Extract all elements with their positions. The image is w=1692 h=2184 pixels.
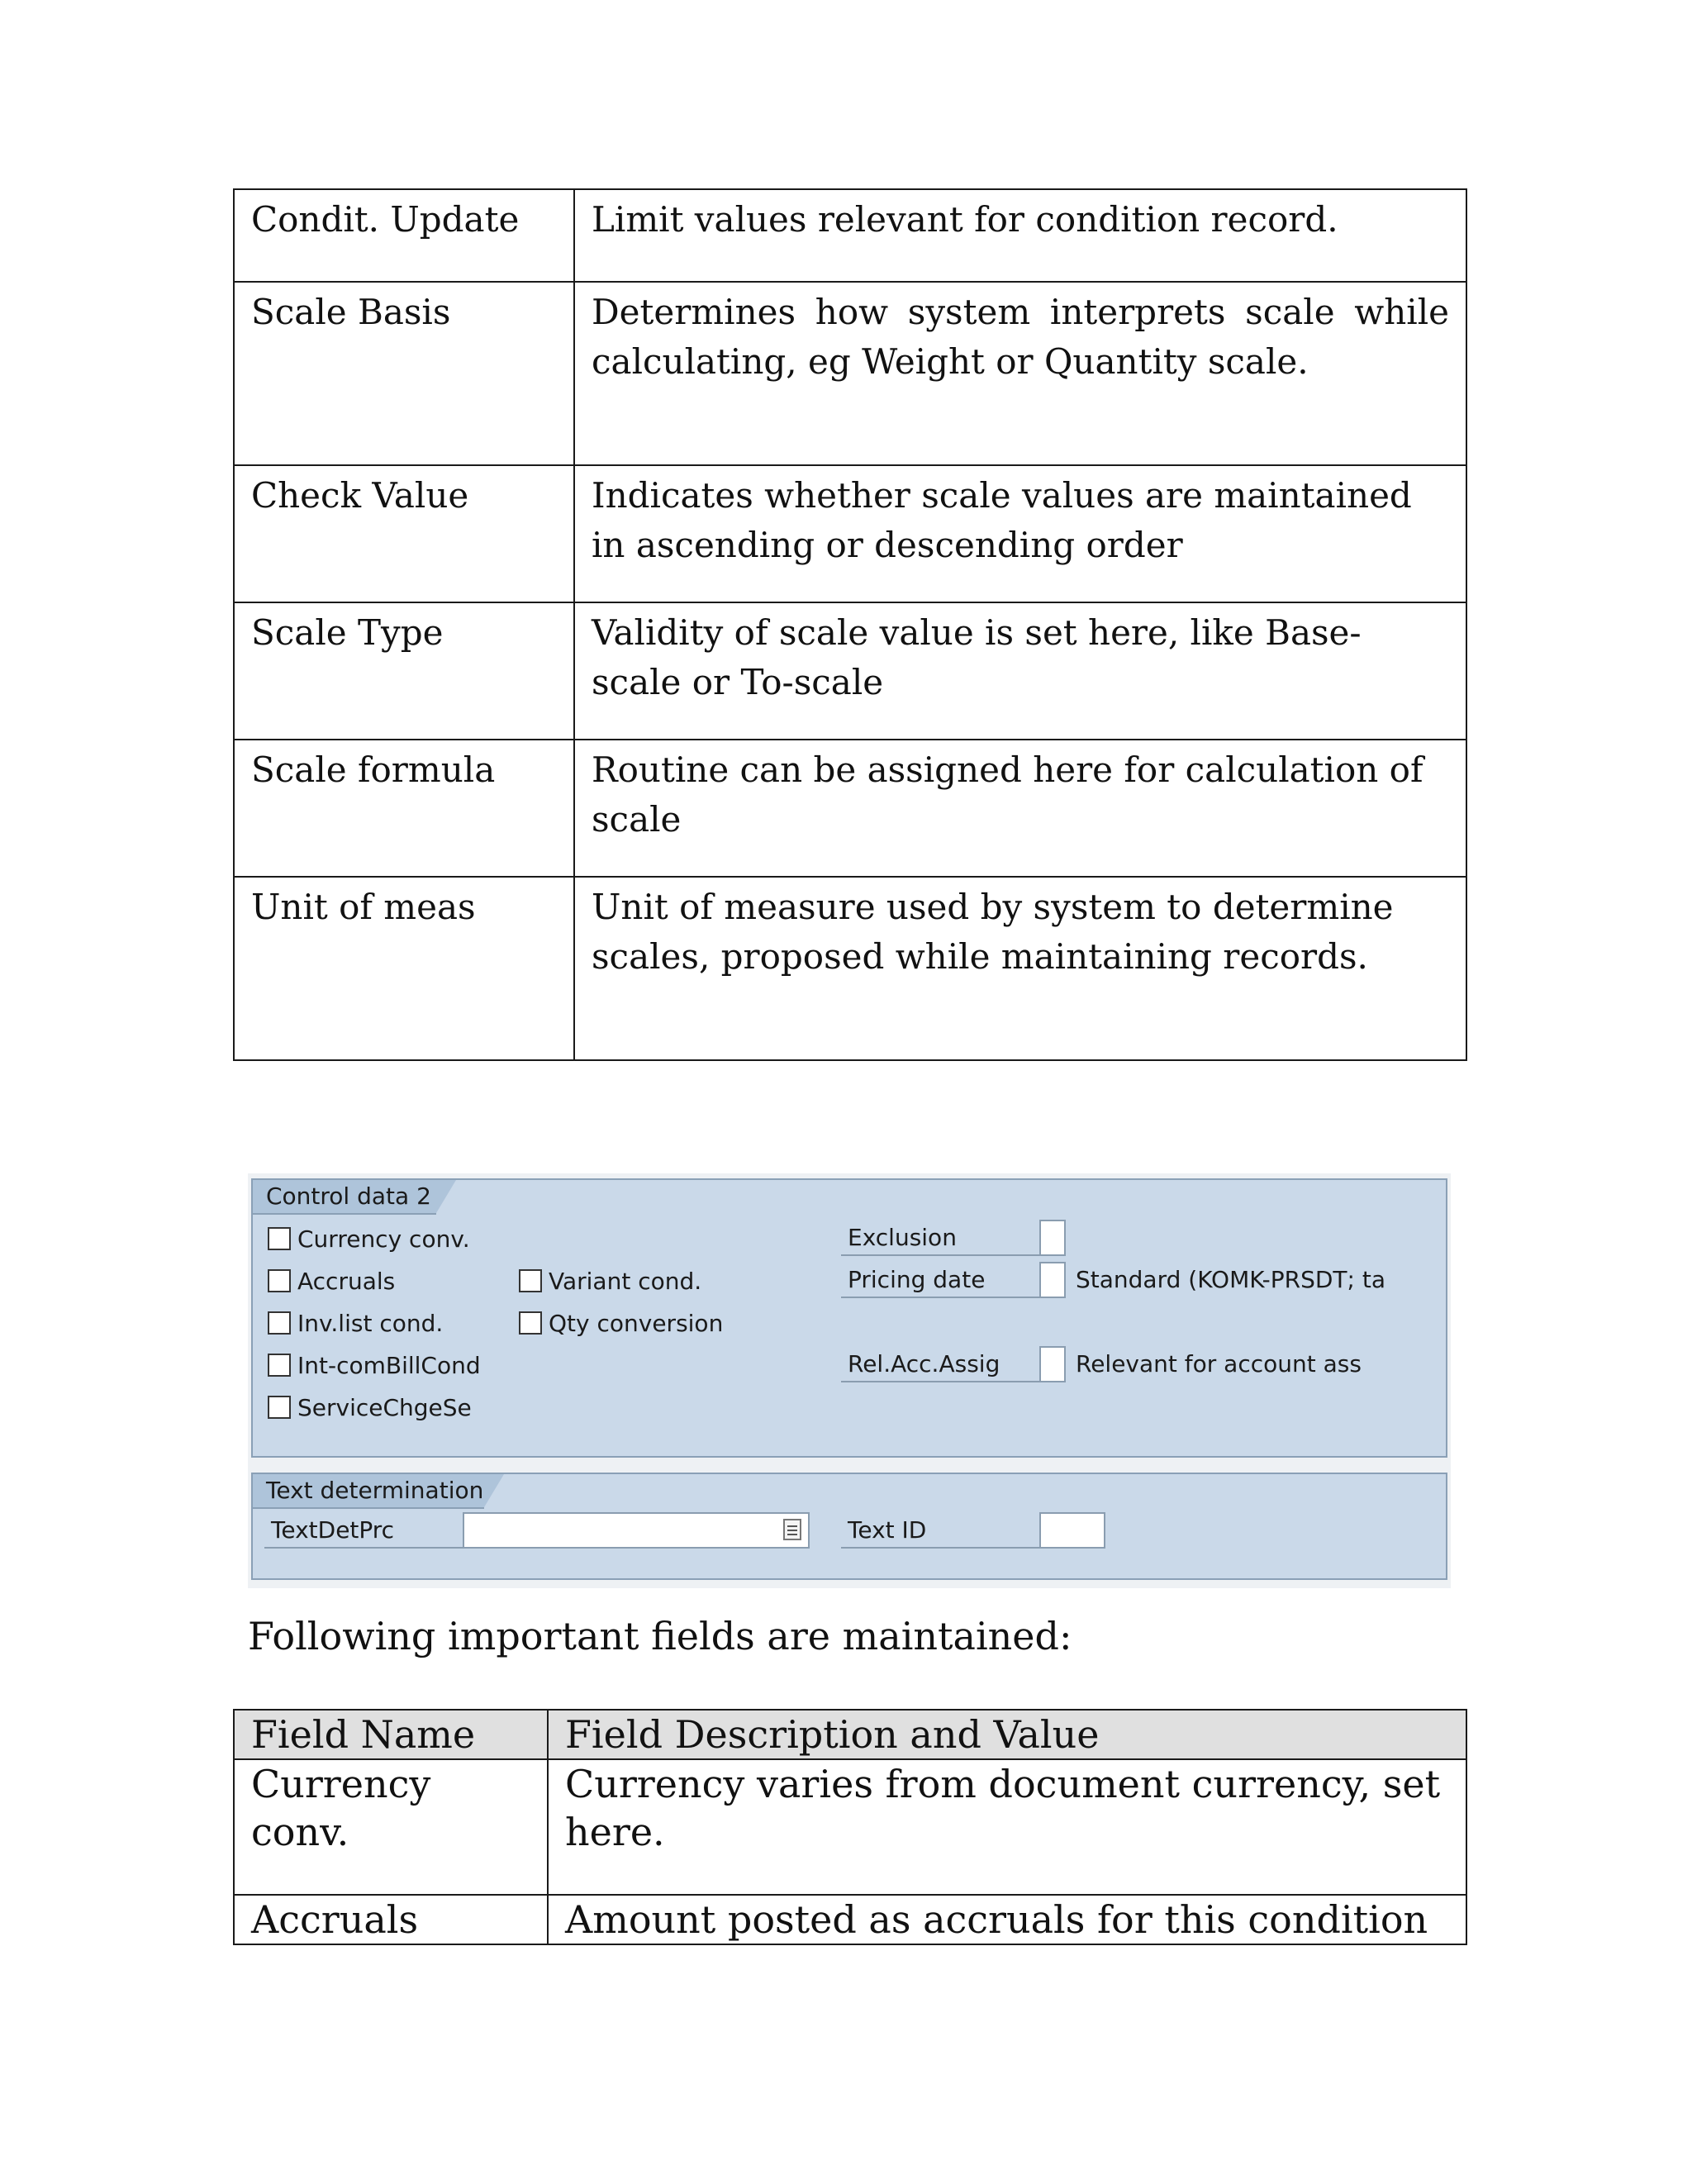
- table-row: [234, 1895, 1466, 1944]
- table-header-row: [234, 1710, 1466, 1759]
- field-desc-cell: Currency varies from document currency, set here.: [548, 1759, 1466, 1895]
- text-determination-group: [251, 1473, 1447, 1580]
- sap-screen: [248, 1173, 1451, 1588]
- value-help-icon[interactable]: [783, 1519, 801, 1540]
- checkbox-box[interactable]: [268, 1354, 291, 1377]
- inv-list-cond-checkbox[interactable]: Inv.list cond.: [268, 1307, 443, 1340]
- exclusion-label: Exclusion: [841, 1220, 1039, 1256]
- table-row: [234, 282, 1466, 465]
- checkbox-box[interactable]: [268, 1311, 291, 1335]
- service-chge-se-checkbox[interactable]: ServiceChgeSe: [268, 1392, 472, 1425]
- control-data-group: [251, 1178, 1447, 1458]
- int-com-bill-cond-checkbox[interactable]: Int-comBillCond: [268, 1349, 481, 1382]
- column-header: Field Description and Value: [548, 1710, 1466, 1759]
- term-cell: Check Value: [234, 465, 574, 602]
- field-name-cell: Accruals: [234, 1895, 548, 1944]
- desc-cell: Limit values relevant for condition record.: [574, 189, 1466, 282]
- text-id-label: Text ID: [841, 1512, 1039, 1549]
- field-name-cell: Currency conv.: [234, 1759, 548, 1895]
- definitions-table: [233, 188, 1467, 1061]
- term-cell: Scale Type: [234, 602, 574, 740]
- term-cell: Scale Basis: [234, 282, 574, 465]
- desc-cell: Unit of measure used by system to determine scales, proposed while maintaining records.: [574, 877, 1466, 1060]
- rel-acc-assig-text: Relevant for account ass: [1076, 1350, 1362, 1377]
- currency-conv-checkbox[interactable]: Currency conv.: [268, 1223, 470, 1256]
- desc-cell: Determines how system interprets scale while calculating, eg Weight or Quantity scale.: [574, 282, 1466, 465]
- pricing-date-text: Standard (KOMK-PRSDT; ta: [1076, 1266, 1386, 1293]
- textdetprc-input[interactable]: [463, 1512, 810, 1549]
- checkbox-box[interactable]: [268, 1396, 291, 1419]
- pricing-date-label: Pricing date: [841, 1262, 1039, 1298]
- table-row: [234, 1759, 1466, 1895]
- table-row: [234, 877, 1466, 1060]
- intro-paragraph: Following important fields are maintained:: [248, 1614, 1072, 1658]
- checkbox-box[interactable]: [268, 1227, 291, 1250]
- checkbox-box[interactable]: [519, 1311, 542, 1335]
- checkbox-box[interactable]: [519, 1269, 542, 1292]
- pricing-date-field[interactable]: [1039, 1262, 1066, 1298]
- qty-conversion-checkbox[interactable]: Qty conversion: [519, 1307, 723, 1340]
- term-cell: Unit of meas: [234, 877, 574, 1060]
- accruals-checkbox[interactable]: Accruals: [268, 1265, 395, 1298]
- group-title: Text determination: [253, 1474, 484, 1509]
- field-desc-cell: Amount posted as accruals for this condition: [548, 1895, 1466, 1944]
- desc-cell: Validity of scale value is set here, like Base-scale or To-scale: [574, 602, 1466, 740]
- variant-cond-checkbox[interactable]: Variant cond.: [519, 1265, 701, 1298]
- column-header: Field Name: [234, 1710, 548, 1759]
- rel-acc-assig-field[interactable]: [1039, 1346, 1066, 1382]
- term-cell: Scale formula: [234, 740, 574, 877]
- table-row: [234, 602, 1466, 740]
- table-row: [234, 740, 1466, 877]
- desc-cell: Routine can be assigned here for calculation of scale: [574, 740, 1466, 877]
- exclusion-field[interactable]: [1039, 1220, 1066, 1256]
- desc-cell: Indicates whether scale values are maintained in ascending or descending order: [574, 465, 1466, 602]
- table-row: [234, 189, 1466, 282]
- fields-table: [233, 1709, 1467, 1945]
- term-cell: Condit. Update: [234, 189, 574, 282]
- checkbox-box[interactable]: [268, 1269, 291, 1292]
- table-row: [234, 465, 1466, 602]
- rel-acc-assig-label: Rel.Acc.Assig: [841, 1346, 1039, 1382]
- text-id-input[interactable]: [1039, 1512, 1105, 1549]
- textdetprc-label: TextDetPrc: [264, 1512, 463, 1549]
- group-title: Control data 2: [253, 1180, 436, 1215]
